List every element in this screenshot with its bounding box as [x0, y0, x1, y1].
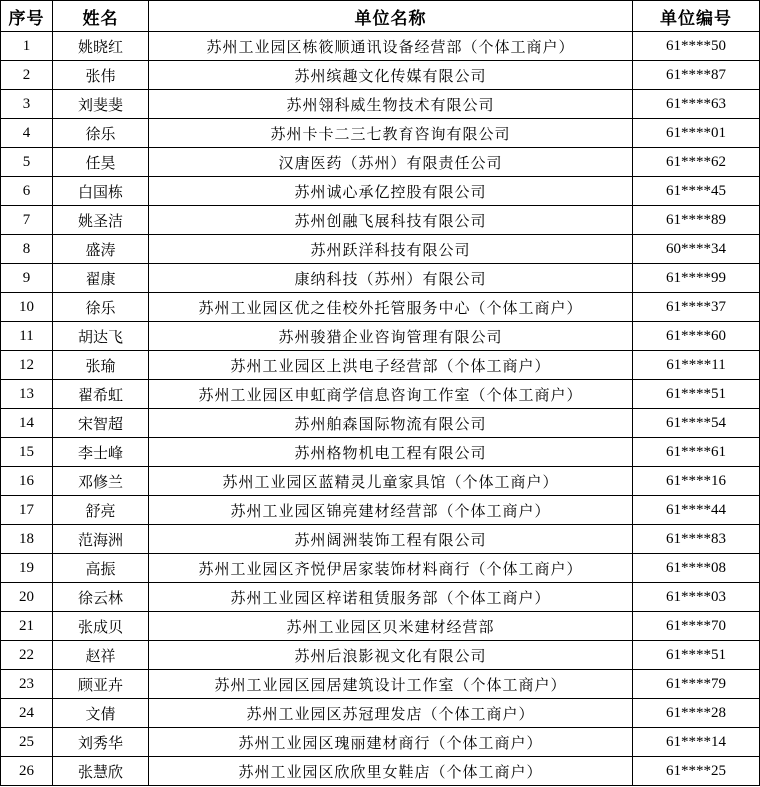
table-row	[1, 467, 760, 496]
row-unit: 苏州格物机电工程有限公司	[149, 438, 633, 467]
table-row	[1, 206, 760, 235]
row-seq: 5	[1, 148, 53, 177]
row-seq: 20	[1, 583, 53, 612]
row-unit: 苏州工业园区齐悦伊居家装饰材料商行（个体工商户）	[149, 554, 633, 583]
row-unit: 苏州工业园区贝米建材经营部	[149, 612, 633, 641]
table-row	[1, 583, 760, 612]
row-name: 赵祥	[53, 641, 149, 670]
row-code: 61****99	[633, 264, 760, 293]
row-name: 宋智超	[53, 409, 149, 438]
row-name: 徐乐	[53, 293, 149, 322]
row-code: 61****16	[633, 467, 760, 496]
row-seq: 13	[1, 380, 53, 409]
row-name: 姚圣洁	[53, 206, 149, 235]
row-name: 翟希虹	[53, 380, 149, 409]
header-seq: 序号	[1, 1, 53, 32]
row-code: 61****14	[633, 728, 760, 757]
table-row	[1, 525, 760, 554]
header-name: 姓名	[53, 1, 149, 32]
row-unit: 汉唐医药（苏州）有限责任公司	[149, 148, 633, 177]
row-code: 61****08	[633, 554, 760, 583]
row-name: 张成贝	[53, 612, 149, 641]
row-unit: 苏州后浪影视文化有限公司	[149, 641, 633, 670]
row-seq: 14	[1, 409, 53, 438]
row-seq: 4	[1, 119, 53, 148]
row-code: 61****83	[633, 525, 760, 554]
row-unit: 苏州工业园区栋筱顺通讯设备经营部（个体工商户）	[149, 32, 633, 61]
table-row	[1, 148, 760, 177]
row-seq: 16	[1, 467, 53, 496]
row-name: 任昊	[53, 148, 149, 177]
row-code: 61****87	[633, 61, 760, 90]
table-row	[1, 90, 760, 119]
row-unit: 苏州工业园区锦亮建材经营部（个体工商户）	[149, 496, 633, 525]
row-seq: 15	[1, 438, 53, 467]
row-unit: 苏州工业园区梓诺租赁服务部（个体工商户）	[149, 583, 633, 612]
row-seq: 21	[1, 612, 53, 641]
row-unit: 苏州舶森国际物流有限公司	[149, 409, 633, 438]
row-seq: 22	[1, 641, 53, 670]
table-row	[1, 264, 760, 293]
table-row	[1, 409, 760, 438]
row-name: 文倩	[53, 699, 149, 728]
row-seq: 6	[1, 177, 53, 206]
row-code: 61****60	[633, 322, 760, 351]
table-row	[1, 119, 760, 148]
row-name: 李士峰	[53, 438, 149, 467]
table-row	[1, 554, 760, 583]
row-seq: 9	[1, 264, 53, 293]
row-code: 61****70	[633, 612, 760, 641]
table-row	[1, 728, 760, 757]
row-seq: 7	[1, 206, 53, 235]
row-seq: 17	[1, 496, 53, 525]
row-seq: 26	[1, 757, 53, 786]
row-name: 高振	[53, 554, 149, 583]
row-code: 61****45	[633, 177, 760, 206]
row-seq: 19	[1, 554, 53, 583]
table-row	[1, 699, 760, 728]
row-code: 60****34	[633, 235, 760, 264]
row-unit: 苏州诚心承亿控股有限公司	[149, 177, 633, 206]
header-unit: 单位名称	[149, 1, 633, 32]
row-name: 刘秀华	[53, 728, 149, 757]
row-name: 白国栋	[53, 177, 149, 206]
row-name: 翟康	[53, 264, 149, 293]
row-code: 61****89	[633, 206, 760, 235]
row-name: 范海洲	[53, 525, 149, 554]
row-seq: 23	[1, 670, 53, 699]
row-name: 姚晓红	[53, 32, 149, 61]
row-unit: 苏州工业园区优之佳校外托管服务中心（个体工商户）	[149, 293, 633, 322]
row-name: 盛涛	[53, 235, 149, 264]
row-code: 61****51	[633, 380, 760, 409]
row-code: 61****51	[633, 641, 760, 670]
table-row	[1, 235, 760, 264]
table-row	[1, 612, 760, 641]
row-unit: 苏州工业园区上洪电子经营部（个体工商户）	[149, 351, 633, 380]
row-code: 61****11	[633, 351, 760, 380]
row-name: 张瑜	[53, 351, 149, 380]
table-row	[1, 380, 760, 409]
row-seq: 11	[1, 322, 53, 351]
row-unit: 苏州缤趣文化传媒有限公司	[149, 61, 633, 90]
row-seq: 8	[1, 235, 53, 264]
table-body	[1, 32, 760, 786]
row-seq: 18	[1, 525, 53, 554]
row-code: 61****54	[633, 409, 760, 438]
row-unit: 苏州骏猎企业咨询管理有限公司	[149, 322, 633, 351]
row-unit: 康纳科技（苏州）有限公司	[149, 264, 633, 293]
row-code: 61****61	[633, 438, 760, 467]
table-header	[1, 1, 760, 32]
row-code: 61****50	[633, 32, 760, 61]
row-unit: 苏州创融飞展科技有限公司	[149, 206, 633, 235]
row-unit: 苏州工业园区申虹商学信息咨询工作室（个体工商户）	[149, 380, 633, 409]
table-row	[1, 351, 760, 380]
row-name: 邓修兰	[53, 467, 149, 496]
row-code: 61****01	[633, 119, 760, 148]
table-row	[1, 322, 760, 351]
row-unit: 苏州工业园区瑰丽建材商行（个体工商户）	[149, 728, 633, 757]
row-name: 顾亚卉	[53, 670, 149, 699]
table-row	[1, 438, 760, 467]
row-code: 61****79	[633, 670, 760, 699]
table-row	[1, 293, 760, 322]
row-seq: 10	[1, 293, 53, 322]
row-unit: 苏州阔洲装饰工程有限公司	[149, 525, 633, 554]
row-name: 张伟	[53, 61, 149, 90]
row-unit: 苏州工业园区苏冠理发店（个体工商户）	[149, 699, 633, 728]
row-name: 徐云林	[53, 583, 149, 612]
header-code: 单位编号	[633, 1, 760, 32]
table-row	[1, 641, 760, 670]
row-unit: 苏州翎科威生物技术有限公司	[149, 90, 633, 119]
row-name: 徐乐	[53, 119, 149, 148]
row-seq: 25	[1, 728, 53, 757]
row-unit: 苏州跃洋科技有限公司	[149, 235, 633, 264]
table-row	[1, 32, 760, 61]
row-seq: 24	[1, 699, 53, 728]
table-row	[1, 177, 760, 206]
row-code: 61****62	[633, 148, 760, 177]
row-code: 61****03	[633, 583, 760, 612]
row-name: 刘斐斐	[53, 90, 149, 119]
row-code: 61****28	[633, 699, 760, 728]
row-code: 61****37	[633, 293, 760, 322]
row-unit: 苏州工业园区园居建筑设计工作室（个体工商户）	[149, 670, 633, 699]
row-unit: 苏州工业园区欣欣里女鞋店（个体工商户）	[149, 757, 633, 786]
row-seq: 3	[1, 90, 53, 119]
table-row	[1, 496, 760, 525]
row-seq: 1	[1, 32, 53, 61]
header-row	[1, 1, 760, 32]
table-row	[1, 757, 760, 786]
row-code: 61****44	[633, 496, 760, 525]
row-name: 舒亮	[53, 496, 149, 525]
table-row	[1, 670, 760, 699]
row-code: 61****25	[633, 757, 760, 786]
row-unit: 苏州卡卡二三七教育咨询有限公司	[149, 119, 633, 148]
row-name: 张慧欣	[53, 757, 149, 786]
row-seq: 12	[1, 351, 53, 380]
row-seq: 2	[1, 61, 53, 90]
row-code: 61****63	[633, 90, 760, 119]
row-name: 胡达飞	[53, 322, 149, 351]
row-unit: 苏州工业园区蓝精灵儿童家具馆（个体工商户）	[149, 467, 633, 496]
table-row	[1, 61, 760, 90]
